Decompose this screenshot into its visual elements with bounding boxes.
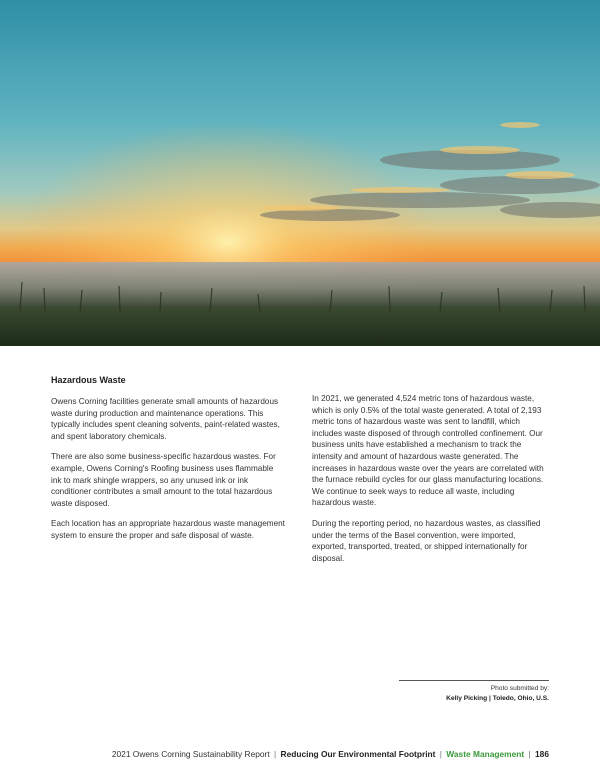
photo-credit xyxy=(446,684,549,703)
body-paragraph: In 2021, we generated 4,524 metric tons of hazardous waste, which is only 0.5% of the total waste generated. A total of 2,193 metric tons of hazardous waste was sent to landfill, which includes waste disposed of through controlled confinement. Our business units have established a mechanism to track the intensity and amount of hazardous waste generated. The increases in hazardous waste over the years are correlated with the furnace rebuild cycles for our glass manufacturing locations. We continue to seek ways to reduce all waste, including hazardous waste. xyxy=(312,394,544,508)
body-paragraph: Owens Corning facilities generate small amounts of hazardous waste during production and maintenance operations. This typically includes spent cleaning solvents, paint-related wastes, and spent laboratory chemicals. xyxy=(51,397,280,441)
credit-divider xyxy=(399,680,549,681)
photo-credit-separator: | xyxy=(489,694,491,702)
body-paragraph: There are also some business-specific hazardous wastes. For example, Owens Corning's Roofing business uses flammable ink to mark shingle wrappers, so any unused ink or ink conditioner contributes a small amount to the total hazardous waste disposed. xyxy=(51,452,276,508)
footer-report-title: 2021 Owens Corning Sustainability Report xyxy=(111,749,270,759)
photo-credit-name: Kelly Picking xyxy=(446,694,488,702)
photo-credit-location: Toledo, Ohio, U.S. xyxy=(492,694,549,702)
photo-credit-label: Photo submitted by: xyxy=(490,685,549,692)
footer-separator: | xyxy=(439,749,442,759)
body-paragraph: Each location has an appropriate hazardous waste management system to ensure the proper and safe disposal of waste. xyxy=(51,519,285,540)
footer-separator: | xyxy=(274,749,277,759)
footer-separator: | xyxy=(528,749,531,759)
body-paragraph: During the reporting period, no hazardous wastes, as classified under the terms of the Basel convention, were imported, exported, transported, treated, or shipped internationally for disposal. xyxy=(312,518,541,563)
left-column xyxy=(51,396,286,551)
sunrise-field-image xyxy=(0,0,600,346)
right-column xyxy=(312,393,547,573)
section-heading: Hazardous Waste xyxy=(51,375,126,385)
footer-section: Reducing Our Environmental Footprint xyxy=(280,749,436,759)
page-number: 186 xyxy=(535,749,549,759)
page-footer xyxy=(112,749,549,759)
footer-topic: Waste Management xyxy=(446,749,525,759)
hero-photo xyxy=(0,0,600,346)
